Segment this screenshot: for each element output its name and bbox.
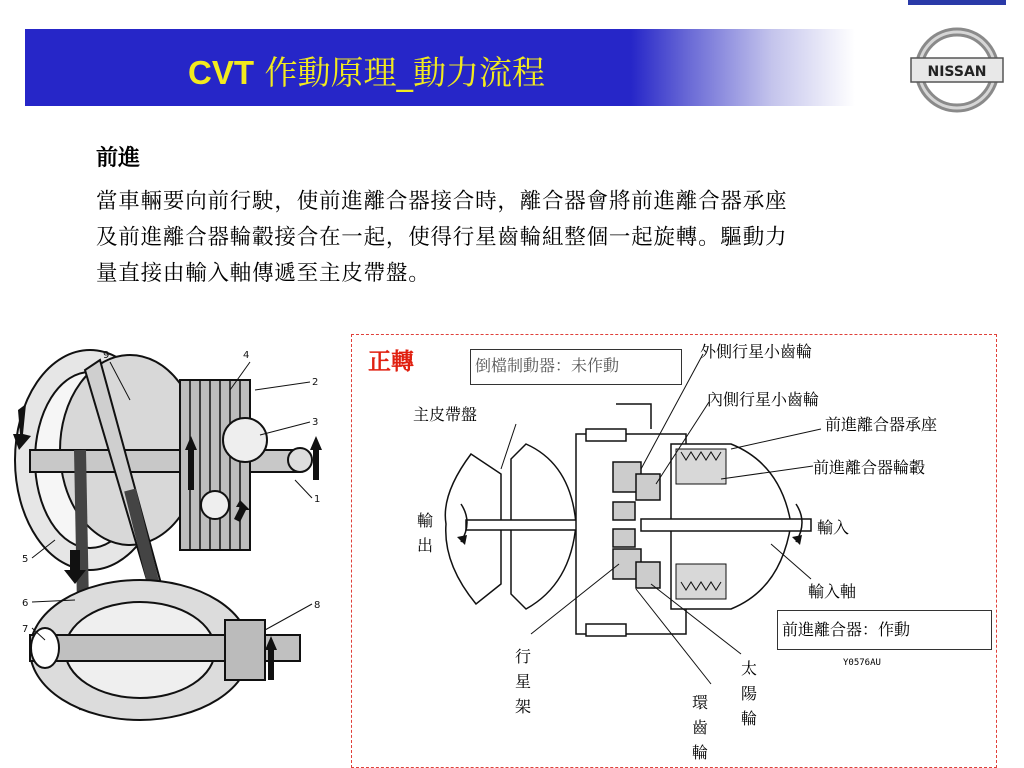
callout-8: 8 [314,600,321,611]
callout-5: 5 [22,554,29,565]
label-input-shaft: 輸入軸 [808,582,857,601]
reverse-brake-status-box: 倒檔制動器：未作動 [470,349,682,385]
callout-6: 6 [22,598,29,609]
label-sun-gear: 太陽輪 [740,659,757,728]
cvt-pulley-illustration [0,330,345,768]
label-clutch-hub: 前進離合器輪轂 [813,458,926,477]
corner-accent-bar [908,0,1006,5]
section-heading: 前進 [96,145,141,171]
paragraph-line-2: 及前進離合器輪轂接合在一起，使得行星齒輪組整個一起旋轉。驅動力 [96,225,788,250]
nissan-logo [909,26,1005,114]
callout-3: 3 [312,417,319,428]
description-paragraph [96,184,986,292]
paragraph-line-3: 量直接由輸入軸傳遞至主皮帶盤。 [96,261,431,286]
label-input: 輸入 [817,518,850,537]
label-carrier: 行星架 [514,647,531,716]
label-outer-pinion: 外側行星小齒輪 [700,342,813,361]
label-main-pulley: 主皮帶盤 [413,405,478,424]
forward-clutch-status-box: 前進離合器：作動 [777,610,992,650]
paragraph-line-1: 當車輛要向前行駛，使前進離合器接合時，離合器會將前進離合器承座 [96,189,788,214]
callout-4: 4 [243,350,250,361]
label-ring-gear: 環齒輪 [691,693,708,762]
planetary-gear-schematic [351,334,997,768]
label-output: 輸出 [416,511,433,555]
slide-title-latin: CVT [188,54,254,91]
callout-2: 2 [312,377,319,388]
callout-9: 9 [103,350,110,361]
label-clutch-drum: 前進離合器承座 [825,415,938,434]
logo-text: NISSAN [927,64,987,80]
slide-title [188,53,545,93]
callout-1: 1 [314,494,321,505]
rotation-direction-label: 正轉 [368,348,414,375]
callout-7: 7 [22,624,29,635]
figure-code: Y0576AU [843,658,881,668]
label-inner-pinion: 內側行星小齒輪 [707,390,820,409]
slide-title-rest: 作動原理_動力流程 [254,53,545,92]
